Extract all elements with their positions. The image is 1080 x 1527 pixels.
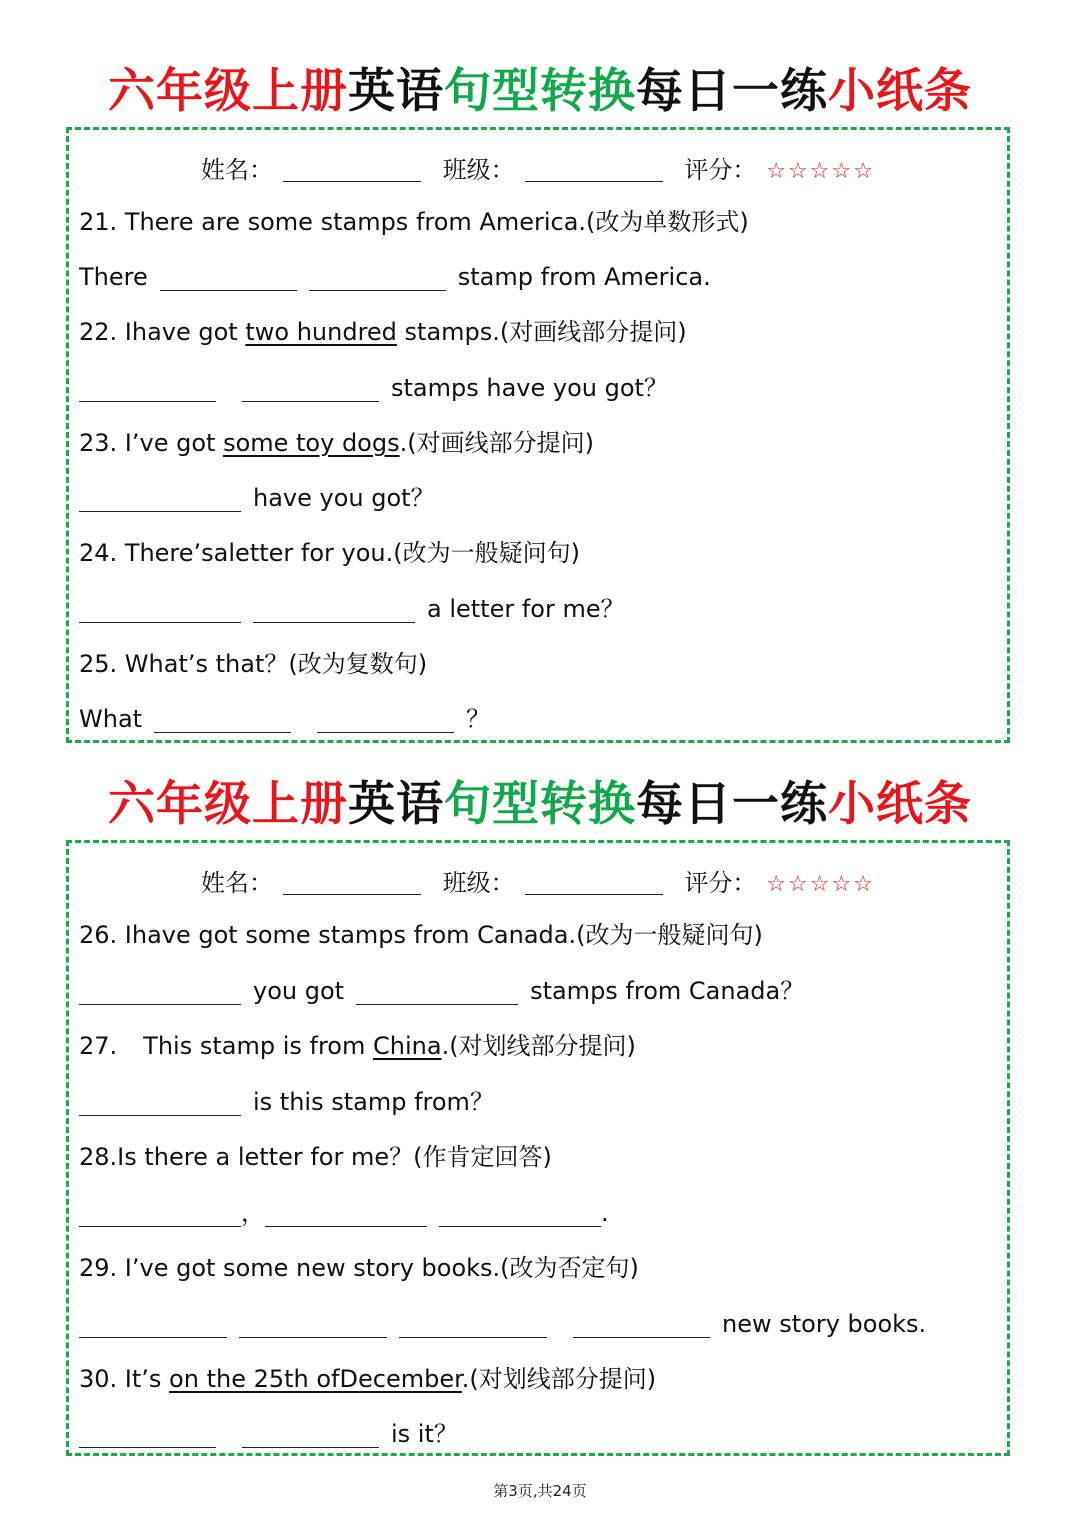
answer-blank[interactable] [439,1202,601,1227]
question-number: 27. [79,1032,118,1060]
question-text: .(对划线部分提问) [461,1365,657,1393]
answer-blank[interactable] [79,1202,241,1227]
answer-blank[interactable] [356,980,518,1005]
answer-25 [79,703,490,735]
class-blank[interactable] [525,872,663,895]
answer-blank[interactable] [79,1423,216,1448]
answer-blank[interactable] [79,487,241,512]
title-part: 每日一练 [636,64,828,119]
question-26 [79,919,763,951]
question-text: 22. Ihave got [79,318,246,346]
answer-blank[interactable] [160,266,297,291]
answer-blank[interactable] [253,598,415,623]
question-22 [79,316,687,348]
sheet1-title [0,64,1080,120]
title-part: 小纸条 [828,64,972,119]
score-stars-icon: ☆☆☆☆☆ [766,872,875,897]
answer-blank[interactable] [265,1202,427,1227]
answer-blank[interactable] [239,1313,387,1338]
question-text: 30. It’s [79,1365,170,1393]
answer-start: What [79,705,143,733]
question-text: This stamp is from [143,1032,373,1060]
answer-period: . [601,1199,609,1227]
title-part: 英语 [348,64,444,119]
answer-mid: you got [253,977,345,1005]
question-text: 25. What’s that？(改为复数句) [79,650,428,678]
question-24 [79,537,580,569]
answer-end: is this stamp from？ [253,1088,494,1116]
answer-end: have you got？ [253,484,435,512]
underlined-part: some toy dogs [223,429,400,457]
answer-blank[interactable] [399,1313,547,1338]
answer-23 [79,482,435,514]
answer-blank[interactable] [79,1091,241,1116]
answer-end: stamps from Canada？ [530,977,805,1005]
page-footer: 第3页,共24页 [493,1482,587,1500]
title-part: 英语 [348,777,444,832]
title-part: 小纸条 [828,777,972,832]
title-part: 每日一练 [636,777,828,832]
answer-blank[interactable] [242,1423,379,1448]
question-text: .(对划线部分提问) [441,1032,636,1060]
answer-end: ？ [466,705,491,733]
title-part: 句型转换 [444,777,636,832]
title-part: 句型转换 [444,64,636,119]
answer-28 [79,1197,609,1229]
answer-26 [79,975,804,1007]
question-text: 23. I’ve got [79,429,224,457]
underlined-part: on the 25th ofDecember [169,1365,462,1393]
title-part: 六年级上册 [108,64,348,119]
score-label: 评分： [684,869,757,897]
answer-start: There [79,263,148,291]
answer-blank[interactable] [79,1313,227,1338]
answer-blank[interactable] [79,598,241,623]
title-part: 六年级上册 [108,777,348,832]
answer-blank[interactable] [79,377,216,402]
sheet2-title [0,777,1080,833]
answer-comma: ， [241,1199,265,1227]
sheet2-header [69,863,1007,898]
answer-29 [79,1308,926,1340]
answer-end: new story books. [722,1310,927,1338]
class-label: 班级： [442,869,515,897]
question-text: 26. Ihave got some stamps from Canada.(改为一般疑问句) [79,921,763,949]
answer-22 [79,372,668,404]
question-27 [79,1030,636,1062]
question-text: stamps.(对画线部分提问) [396,318,687,346]
question-text: .(对画线部分提问) [399,429,594,457]
name-label: 姓名： [201,869,274,897]
underlined-part: two hundred [245,318,397,346]
answer-blank[interactable] [573,1313,710,1338]
answer-21 [79,261,711,293]
sheet1-header [69,150,1007,185]
name-label: 姓名： [201,156,274,184]
answer-end: stamps have you got？ [391,374,668,402]
score-label: 评分： [684,156,757,184]
sheet1-box [66,127,1010,743]
question-text: 29. I’ve got some new story books.(改为否定句) [79,1254,639,1282]
underlined-part: China [373,1032,442,1060]
answer-blank[interactable] [309,266,446,291]
sheet2-box [66,840,1010,1456]
answer-end: stamp from America. [457,263,711,291]
question-23 [79,427,594,459]
question-29 [79,1252,639,1284]
answer-blank[interactable] [154,708,291,733]
question-text: 28.Is there a letter for me？(作肯定回答) [79,1143,552,1171]
name-blank[interactable] [283,872,421,895]
score-stars-icon: ☆☆☆☆☆ [766,159,875,184]
question-28 [79,1141,552,1173]
question-21 [79,206,749,238]
answer-27 [79,1086,494,1118]
answer-blank[interactable] [79,980,241,1005]
answer-end: a letter for me？ [427,595,625,623]
answer-end: is it？ [391,1420,458,1448]
answer-30 [79,1418,458,1450]
class-label: 班级： [442,156,515,184]
answer-blank[interactable] [242,377,379,402]
name-blank[interactable] [283,159,421,182]
answer-blank[interactable] [317,708,454,733]
answer-24 [79,593,625,625]
question-text: 21. There are some stamps from America.(改为单数形式) [79,208,749,236]
question-30 [79,1363,656,1395]
question-25 [79,648,427,680]
question-text: 24. There’saletter for you.(改为一般疑问句) [79,539,580,567]
class-blank[interactable] [525,159,663,182]
